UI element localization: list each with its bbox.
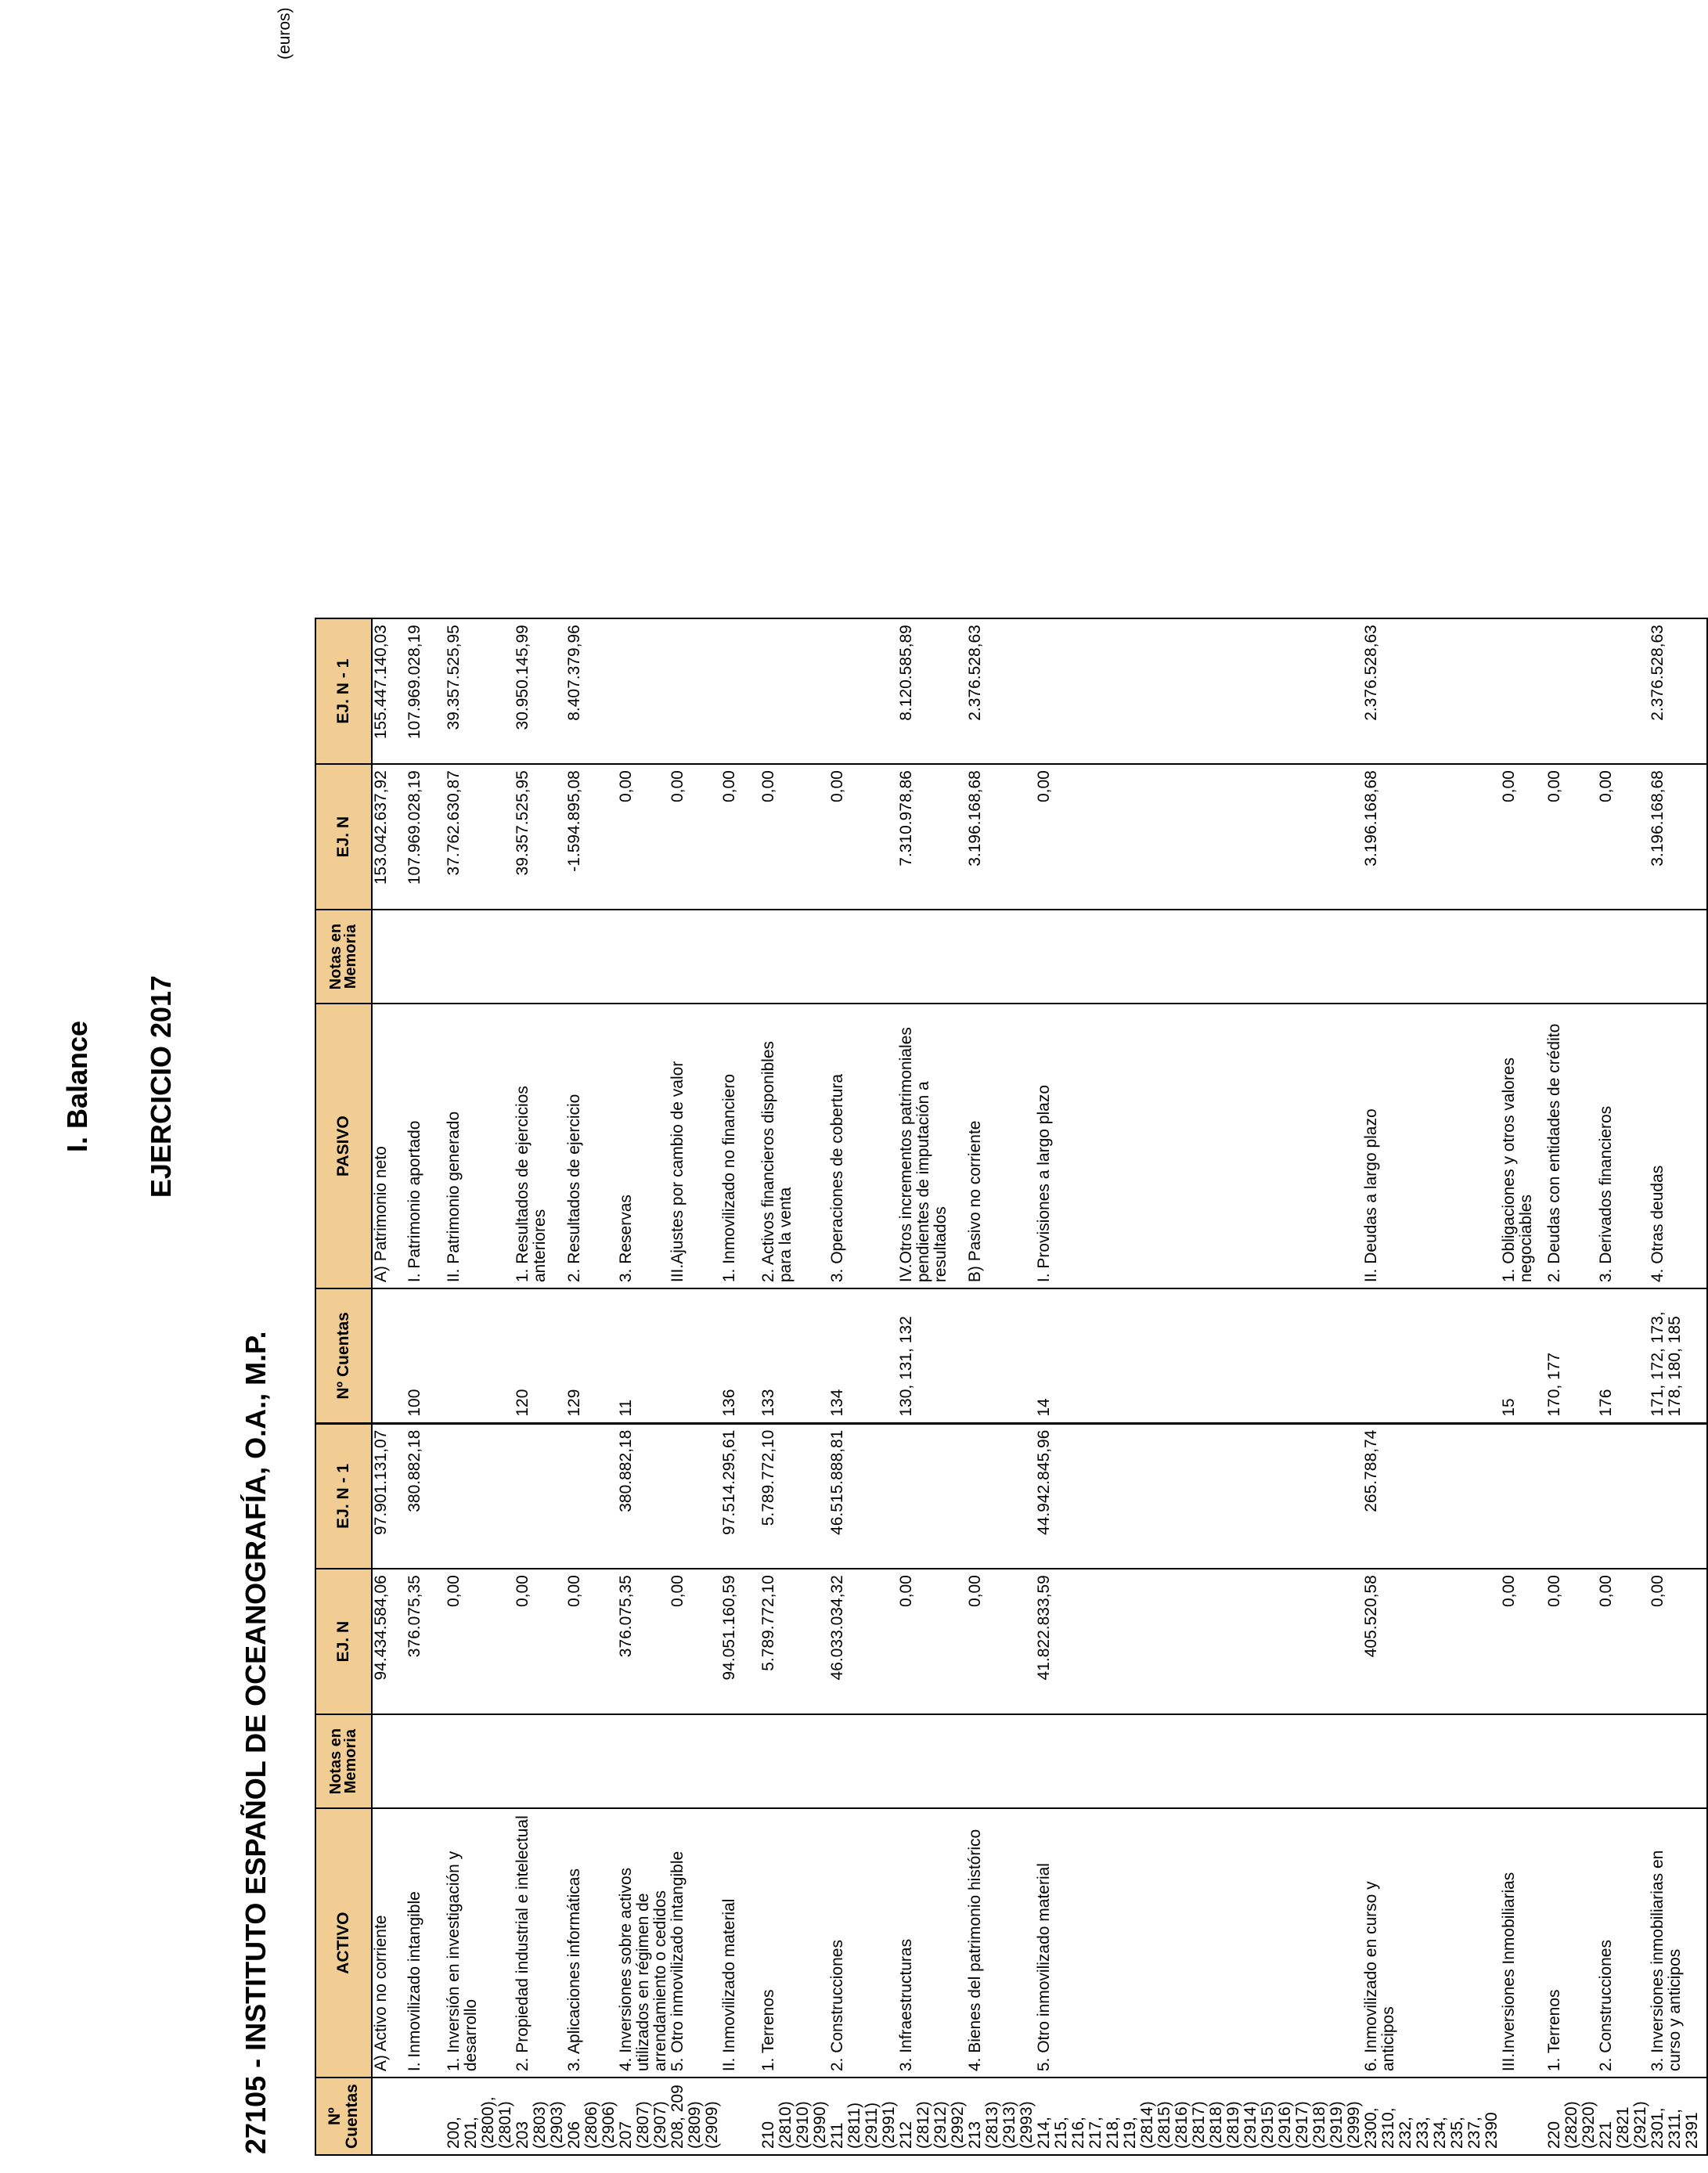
activo-ejn-cell: 0,00 (967, 1569, 1036, 1714)
notas-activo-cell (618, 1714, 669, 1808)
activo-ejn-cell: 0,00 (1501, 1569, 1546, 1714)
activo-label-cell: 3. Aplicaciones informáticas (566, 1808, 618, 2078)
pasivo-label-cell: 1. Resultados de ejercicios anteriores (514, 1004, 566, 1288)
activo-ejn1-cell: 380.882,18 (406, 1423, 445, 1569)
col-header-ejn-activo: EJ. N (315, 1569, 372, 1714)
notas-pasivo-cell (618, 910, 669, 1004)
cuentas-pasivo-cell (1363, 1288, 1501, 1423)
cuentas-activo-cell: 203 (2803) (2903) (514, 2078, 566, 2155)
cuentas-pasivo-cell: 14 (1036, 1288, 1363, 1423)
notas-activo-cell (967, 1714, 1036, 1808)
activo-ejn1-cell: 380.882,18 (618, 1423, 669, 1569)
cuentas-pasivo-cell: 15 (1501, 1288, 1546, 1423)
pasivo-ejn-cell: 153.042.637,92 (372, 764, 406, 910)
cuentas-pasivo-cell: 130, 131, 132 (898, 1288, 967, 1423)
notas-pasivo-cell (514, 910, 566, 1004)
pasivo-ejn-cell: 37.762.630,87 (445, 764, 514, 910)
activo-ejn-cell: 0,00 (1649, 1569, 1707, 1714)
pasivo-ejn-cell: -1.594.895,08 (566, 764, 618, 910)
cuentas-pasivo-cell: 171, 172, 173, 178, 180, 185 (1649, 1288, 1707, 1423)
activo-ejn1-cell (566, 1423, 618, 1569)
table-row (1036, 618, 1363, 2155)
report-title: I. Balance (61, 1020, 93, 1153)
notas-activo-cell (829, 1714, 898, 1808)
pasivo-ejn-cell: 3.196.168,68 (1649, 764, 1707, 910)
notas-activo-cell (1501, 1714, 1546, 1808)
cuentas-activo-cell: 2300, 2310, 232, 233, 234, 235, 237, 2390 (1363, 2078, 1501, 2155)
activo-label-cell: 1. Terrenos (1546, 1808, 1598, 2078)
pasivo-label-cell: 2. Activos financieros disponibles para la venta (760, 1004, 829, 1288)
pasivo-ejn-cell: 0,00 (1036, 764, 1363, 910)
notas-pasivo-cell (1546, 910, 1598, 1004)
activo-ejn-cell: 405.520,58 (1363, 1569, 1501, 1714)
notas-pasivo-cell (721, 910, 760, 1004)
pasivo-label-cell: 3. Derivados financieros (1598, 1004, 1649, 1288)
pasivo-ejn1-cell: 2.376.528,63 (967, 618, 1036, 764)
activo-label-cell: 1. Terrenos (760, 1808, 829, 2078)
table-row (566, 618, 618, 2155)
pasivo-ejn1-cell (1598, 618, 1649, 764)
activo-label-cell: A) Activo no corriente (372, 1808, 406, 2078)
table-row (829, 618, 898, 2155)
pasivo-ejn1-cell (721, 618, 760, 764)
table-header-row (315, 618, 372, 2155)
cuentas-activo-cell: 213 (2813) (2913) (2993) (967, 2078, 1036, 2155)
notas-pasivo-cell (760, 910, 829, 1004)
activo-ejn-cell: 0,00 (566, 1569, 618, 1714)
cuentas-activo-cell: 214, 215, 216, 217, 218, 219, (2814) (2815) (2816) (2817) (2818) (2819) (2914) (2915) (2916) (2917) (2918) (2919) (2999) (1036, 2078, 1363, 2155)
notas-activo-cell (1598, 1714, 1649, 1808)
pasivo-label-cell: 3. Reservas (618, 1004, 669, 1288)
activo-ejn-cell: 0,00 (898, 1569, 967, 1714)
notas-activo-cell (1649, 1714, 1707, 1808)
entity-name: 27105 - INSTITUTO ESPAÑOL DE OCEANOGRAFÍA, O.A., M.P. (240, 1331, 272, 2154)
notas-pasivo-cell (1598, 910, 1649, 1004)
cuentas-activo-cell: 211 (2811) (2911) (2991) (829, 2078, 898, 2155)
pasivo-ejn-cell: 0,00 (721, 764, 760, 910)
activo-label-cell: 2. Construcciones (1598, 1808, 1649, 2078)
activo-label-cell: 4. Bienes del patrimonio histórico (967, 1808, 1036, 2078)
activo-ejn-cell: 94.051.160,59 (721, 1569, 760, 1714)
pasivo-ejn-cell: 0,00 (618, 764, 669, 910)
cuentas-pasivo-cell: 133 (760, 1288, 829, 1423)
pasivo-ejn-cell: 3.196.168,68 (1363, 764, 1501, 910)
activo-ejn1-cell (967, 1423, 1036, 1569)
pasivo-ejn-cell: 39.357.525,95 (514, 764, 566, 910)
activo-label-cell: 1. Inversión en investigación y desarrollo (445, 1808, 514, 2078)
table-row (514, 618, 566, 2155)
col-header-ejn1-activo: EJ. N - 1 (315, 1423, 372, 1569)
activo-ejn1-cell (898, 1423, 967, 1569)
activo-ejn-cell: 46.033.034,32 (829, 1569, 898, 1714)
pasivo-ejn1-cell (1036, 618, 1363, 764)
table-row (618, 618, 669, 2155)
activo-label-cell: 3. Infraestructuras (898, 1808, 967, 2078)
balance-table (315, 618, 1708, 2156)
cuentas-activo-cell: 212 (2812) (2912) (2992) (898, 2078, 967, 2155)
pasivo-ejn-cell: 0,00 (829, 764, 898, 910)
cuentas-pasivo-cell: 120 (514, 1288, 566, 1423)
table-row (445, 618, 514, 2155)
notas-pasivo-cell (445, 910, 514, 1004)
activo-ejn1-cell (1598, 1423, 1649, 1569)
table-row (721, 618, 760, 2155)
cuentas-pasivo-cell (445, 1288, 514, 1423)
activo-ejn-cell: 41.822.833,59 (1036, 1569, 1363, 1714)
table-row (1363, 618, 1501, 2155)
activo-label-cell: 3. Inversiones inmobiliarias en curso y anticipos (1649, 1808, 1707, 2078)
pasivo-ejn1-cell: 2.376.528,63 (1363, 618, 1501, 764)
notas-activo-cell (721, 1714, 760, 1808)
cuentas-activo-cell: 207 (2807) (2907) (618, 2078, 669, 2155)
pasivo-label-cell: 2. Resultados de ejercicio (566, 1004, 618, 1288)
pasivo-label-cell: I. Provisiones a largo plazo (1036, 1004, 1363, 1288)
table-row (1546, 618, 1598, 2155)
pasivo-label-cell: B) Pasivo no corriente (967, 1004, 1036, 1288)
activo-ejn-cell: 5.789.772,10 (760, 1569, 829, 1714)
pasivo-ejn-cell: 0,00 (1598, 764, 1649, 910)
report-year: EJERCICIO 2017 (145, 975, 177, 1198)
notas-activo-cell (1546, 1714, 1598, 1808)
activo-ejn1-cell: 265.788,74 (1363, 1423, 1501, 1569)
pasivo-ejn-cell: 0,00 (1501, 764, 1546, 910)
activo-ejn1-cell: 97.514.295,61 (721, 1423, 760, 1569)
pasivo-label-cell: II. Patrimonio generado (445, 1004, 514, 1288)
cuentas-pasivo-cell: 134 (829, 1288, 898, 1423)
pasivo-label-cell: A) Patrimonio neto (372, 1004, 406, 1288)
pasivo-ejn1-cell (618, 618, 669, 764)
cuentas-activo-cell: 208, 209 (2809) (2909) (669, 2078, 721, 2155)
pasivo-label-cell: 4. Otras deudas (1649, 1004, 1707, 1288)
cuentas-pasivo-cell: 100 (406, 1288, 445, 1423)
cuentas-pasivo-cell: 136 (721, 1288, 760, 1423)
table-row (967, 618, 1036, 2155)
cuentas-activo-cell (372, 2078, 406, 2155)
pasivo-ejn1-cell: 8.407.379,96 (566, 618, 618, 764)
activo-ejn-cell: 0,00 (1546, 1569, 1598, 1714)
notas-pasivo-cell (1501, 910, 1546, 1004)
activo-label-cell: 2. Propiedad industrial e intelectual (514, 1808, 566, 2078)
table-row (1649, 618, 1707, 2155)
activo-ejn-cell: 376.075,35 (406, 1569, 445, 1714)
pasivo-ejn1-cell (1546, 618, 1598, 764)
col-header-ejn-pasivo: EJ. N (315, 764, 372, 910)
activo-ejn-cell: 0,00 (445, 1569, 514, 1714)
pasivo-ejn-cell: 0,00 (760, 764, 829, 910)
pasivo-ejn1-cell (669, 618, 721, 764)
activo-ejn-cell: 376.075,35 (618, 1569, 669, 1714)
notas-activo-cell (669, 1714, 721, 1808)
activo-label-cell: III.Inversiones Inmobiliarias (1501, 1808, 1546, 2078)
pasivo-ejn1-cell (829, 618, 898, 764)
pasivo-ejn1-cell: 30.950.145,99 (514, 618, 566, 764)
activo-ejn1-cell: 97.901.131,07 (372, 1423, 406, 1569)
cuentas-activo-cell (721, 2078, 760, 2155)
activo-ejn-cell: 0,00 (514, 1569, 566, 1714)
activo-label-cell: 6. Inmovilizado en curso y anticipos (1363, 1808, 1501, 2078)
notas-pasivo-cell (1649, 910, 1707, 1004)
notas-pasivo-cell (829, 910, 898, 1004)
notas-pasivo-cell (898, 910, 967, 1004)
cuentas-pasivo-cell: 11 (618, 1288, 669, 1423)
activo-ejn1-cell (669, 1423, 721, 1569)
activo-label-cell: 4. Inversiones sobre activos utilizados en régimen de arrendamiento o cedidos (618, 1808, 669, 2078)
cuentas-activo-cell: 221 (2821 (2921) (1598, 2078, 1649, 2155)
notas-pasivo-cell (967, 910, 1036, 1004)
pasivo-ejn1-cell: 39.357.525,95 (445, 618, 514, 764)
table-row (898, 618, 967, 2155)
cuentas-pasivo-cell (967, 1288, 1036, 1423)
pasivo-label-cell: 3. Operaciones de cobertura (829, 1004, 898, 1288)
pasivo-label-cell: IV.Otros incrementos patrimoniales pendientes de imputación a resultados (898, 1004, 967, 1288)
currency-units: (euros) (276, 7, 294, 59)
notas-activo-cell (514, 1714, 566, 1808)
pasivo-label-cell: III.Ajustes por cambio de valor (669, 1004, 721, 1288)
notas-activo-cell (1036, 1714, 1363, 1808)
notas-activo-cell (898, 1714, 967, 1808)
cuentas-activo-cell: 220 (2820) (2920) (1546, 2078, 1598, 2155)
pasivo-label-cell: II. Deudas a largo plazo (1363, 1004, 1501, 1288)
pasivo-label-cell: I. Patrimonio aportado (406, 1004, 445, 1288)
table-row (1598, 618, 1649, 2155)
pasivo-ejn1-cell: 2.376.528,63 (1649, 618, 1707, 764)
notas-activo-cell (1363, 1714, 1501, 1808)
notas-pasivo-cell (372, 910, 406, 1004)
col-header-cuentas-activo: Nº Cuentas (315, 2078, 372, 2155)
cuentas-pasivo-cell (372, 1288, 406, 1423)
table-row (760, 618, 829, 2155)
activo-ejn1-cell (1546, 1423, 1598, 1569)
activo-ejn-cell: 94.434.584,06 (372, 1569, 406, 1714)
activo-label-cell: 5. Otro inmovilizado material (1036, 1808, 1363, 2078)
pasivo-ejn1-cell (1501, 618, 1546, 764)
cuentas-activo-cell: 2301, 2311, 2391 (1649, 2078, 1707, 2155)
cuentas-activo-cell (406, 2078, 445, 2155)
pasivo-ejn1-cell: 107.969.028,19 (406, 618, 445, 764)
activo-label-cell: 5. Otro inmovilizado intangible (669, 1808, 721, 2078)
pasivo-label-cell: 2. Deudas con entidades de crédito (1546, 1004, 1598, 1288)
table-row (406, 618, 445, 2155)
pasivo-ejn1-cell (760, 618, 829, 764)
cuentas-pasivo-cell: 129 (566, 1288, 618, 1423)
pasivo-label-cell: 1. Obligaciones y otros valores negociables (1501, 1004, 1546, 1288)
activo-ejn-cell: 0,00 (1598, 1569, 1649, 1714)
pasivo-ejn-cell: 107.969.028,19 (406, 764, 445, 910)
cuentas-pasivo-cell: 176 (1598, 1288, 1649, 1423)
col-header-notas-pasivo: Notas en Memoria (315, 910, 372, 1004)
activo-ejn1-cell: 5.789.772,10 (760, 1423, 829, 1569)
pasivo-ejn1-cell: 8.120.585,89 (898, 618, 967, 764)
notas-activo-cell (445, 1714, 514, 1808)
pasivo-ejn-cell: 3.196.168,68 (967, 764, 1036, 910)
pasivo-ejn-cell: 7.310.978,86 (898, 764, 967, 910)
activo-ejn1-cell (1501, 1423, 1546, 1569)
activo-ejn-cell: 0,00 (669, 1569, 721, 1714)
notas-pasivo-cell (1363, 910, 1501, 1004)
activo-label-cell: 2. Construcciones (829, 1808, 898, 2078)
notas-activo-cell (566, 1714, 618, 1808)
notas-activo-cell (760, 1714, 829, 1808)
cuentas-activo-cell: 210 (2810) (2910) (2990) (760, 2078, 829, 2155)
table-row (372, 618, 406, 2155)
col-header-activo: ACTIVO (315, 1808, 372, 2078)
activo-ejn1-cell: 44.942.845,96 (1036, 1423, 1363, 1569)
col-header-ejn1-pasivo: EJ. N - 1 (315, 618, 372, 764)
table-row (669, 618, 721, 2155)
col-header-notas-activo: Notas en Memoria (315, 1714, 372, 1808)
cuentas-activo-cell (1501, 2078, 1546, 2155)
cuentas-pasivo-cell: 170, 177 (1546, 1288, 1598, 1423)
pasivo-ejn1-cell: 155.447.140,03 (372, 618, 406, 764)
notas-pasivo-cell (406, 910, 445, 1004)
cuentas-pasivo-cell (669, 1288, 721, 1423)
notas-activo-cell (406, 1714, 445, 1808)
activo-ejn1-cell (514, 1423, 566, 1569)
activo-ejn1-cell (1649, 1423, 1707, 1569)
activo-label-cell: II. Inmovilizado material (721, 1808, 760, 2078)
col-header-cuentas-pasivo: Nº Cuentas (315, 1288, 372, 1423)
pasivo-label-cell: 1. Inmovilizado no financiero (721, 1004, 760, 1288)
activo-ejn1-cell: 46.515.888,81 (829, 1423, 898, 1569)
pasivo-ejn-cell: 0,00 (1546, 764, 1598, 910)
activo-ejn1-cell (445, 1423, 514, 1569)
activo-label-cell: I. Inmovilizado intangible (406, 1808, 445, 2078)
notas-pasivo-cell (566, 910, 618, 1004)
table-row (1501, 618, 1546, 2155)
notas-pasivo-cell (1036, 910, 1363, 1004)
pasivo-ejn-cell: 0,00 (669, 764, 721, 910)
cuentas-activo-cell: 206 (2806) (2906) (566, 2078, 618, 2155)
col-header-pasivo: PASIVO (315, 1004, 372, 1288)
notas-pasivo-cell (669, 910, 721, 1004)
notas-activo-cell (372, 1714, 406, 1808)
cuentas-activo-cell: 200, 201, (2800), (2801) (445, 2078, 514, 2155)
